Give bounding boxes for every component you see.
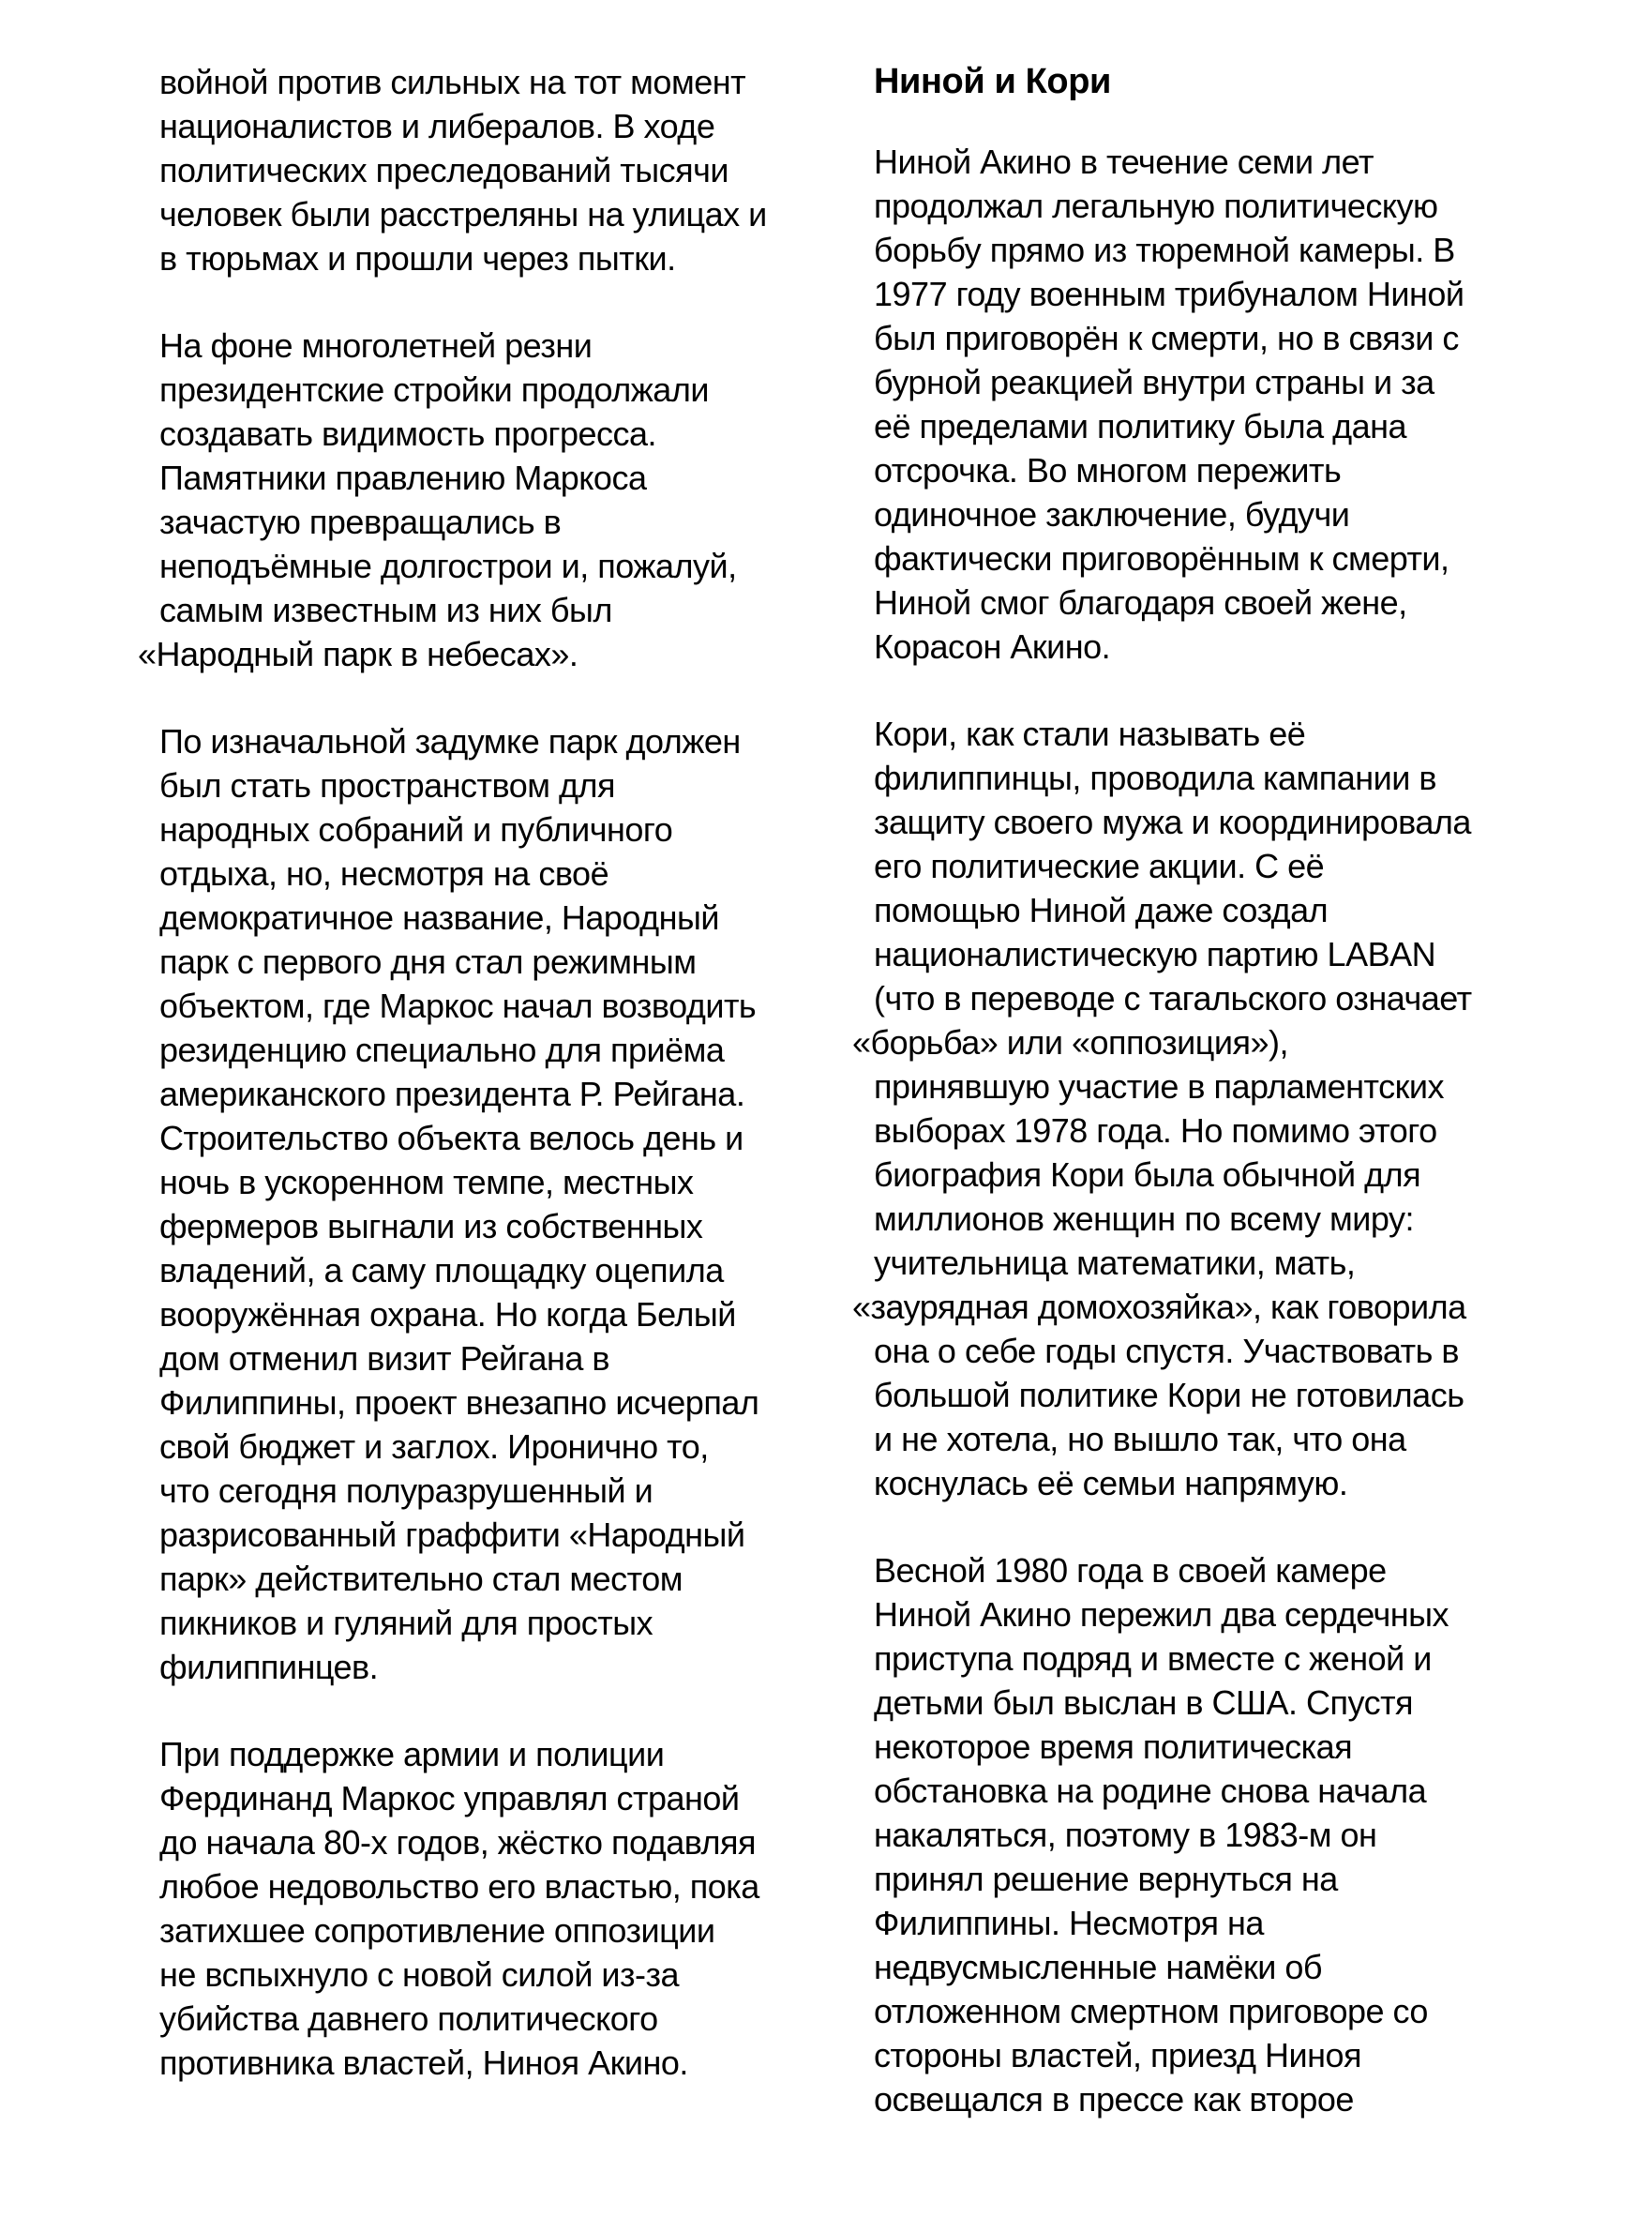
paragraph: [138, 324, 816, 676]
text-line: парк» действительно стал местом: [159, 1560, 683, 1598]
text-line: объектом, где Маркос начал возводить: [159, 987, 757, 1025]
text-line: коснулась её семьи напрямую.: [874, 1464, 1348, 1502]
text-line: до начала 80-х годов, жёстко подавляя: [159, 1823, 757, 1862]
text-line: «борьба» или «оппозиция»),: [852, 1023, 1289, 1062]
text-line: отложенном смертном приговоре со: [874, 1992, 1428, 2030]
text-line: её пределами политику была дана: [874, 407, 1407, 445]
paragraph: [852, 712, 1530, 1505]
text-line: дом отменил визит Рейгана в: [159, 1339, 610, 1378]
text-line: свой бюджет и заглох. Иронично то,: [159, 1427, 709, 1466]
paragraph: [874, 140, 1530, 669]
text-line: Весной 1980 года в своей камере: [874, 1551, 1387, 1590]
text-line: резиденцию специально для приёма: [159, 1031, 725, 1069]
text-line: 1977 году военным трибуналом Ниной: [874, 275, 1464, 313]
text-line: миллионов женщин по всему миру:: [874, 1199, 1415, 1238]
text-line: обстановка на родине снова начала: [874, 1772, 1427, 1810]
text-line: Ниной Акино в течение семи лет: [874, 143, 1374, 181]
paragraph: [159, 1732, 816, 2085]
text-line: фермеров выгнали из собственных: [159, 1207, 703, 1245]
text-line: народных собраний и публичного: [159, 810, 673, 849]
text-line: Памятники правлению Маркоса: [159, 459, 647, 497]
paragraph: [159, 60, 816, 280]
text-line: Ниной Акино пережил два сердечных: [874, 1595, 1449, 1634]
text-line: пикников и гуляний для простых: [159, 1604, 653, 1642]
text-line: самым известным из них был: [159, 591, 612, 629]
text-line: освещался в прессе как второе: [874, 2080, 1354, 2119]
text-line: его политические акции. С её: [874, 847, 1325, 885]
text-line: принявшую участие в парламентских: [874, 1067, 1444, 1106]
text-line: ночь в ускоренном темпе, местных: [159, 1163, 694, 1201]
text-line: политических преследований тысячи: [159, 151, 728, 189]
text-line: вооружённая охрана. Но когда Белый: [159, 1295, 736, 1334]
text-line: недвусмысленные намёки об: [874, 1948, 1323, 1986]
text-line: войной против сильных на тот момент: [159, 63, 746, 101]
text-line: отсрочка. Во многом пережить: [874, 451, 1342, 490]
text-line: фактически приговорённым к смерти,: [874, 539, 1449, 578]
text-line: защиту своего мужа и координировала: [874, 803, 1471, 841]
text-line: затихшее сопротивление оппозиции: [159, 1911, 715, 1950]
text-line: филиппинцы, проводила кампании в: [874, 759, 1437, 797]
text-line: филиппинцев.: [159, 1648, 379, 1686]
text-line: бурной реакцией внутри страны и за: [874, 363, 1434, 401]
text-line: одиночное заключение, будучи: [874, 495, 1350, 534]
text-column-right: [852, 60, 1530, 2232]
text-line: президентские стройки продолжали: [159, 370, 709, 409]
text-line: разрисованный граффити «Народный: [159, 1516, 745, 1554]
text-line: владений, а саму площадку оцепила: [159, 1251, 724, 1289]
text-line: парк с первого дня стал режимным: [159, 943, 697, 981]
text-line: Ниной смог благодаря своей жене,: [874, 583, 1407, 622]
text-line: демократичное название, Народный: [159, 898, 719, 937]
text-line: в тюрьмах и прошли через пытки.: [159, 239, 676, 278]
text-line: националистическую партию LABAN: [874, 935, 1436, 973]
section-heading: Ниной и Кори: [874, 62, 1111, 101]
text-line: некоторое время политическая: [874, 1727, 1353, 1766]
text-line: принял решение вернуться на: [874, 1860, 1338, 1898]
text-line: Кори, как стали называть её: [874, 715, 1306, 753]
text-line: накаляться, поэтому в 1983-м он: [874, 1816, 1377, 1854]
text-line: Корасон Акино.: [874, 627, 1111, 666]
text-line: Строительство объекта велось день и: [159, 1119, 743, 1157]
text-line: был стать пространством для: [159, 766, 615, 805]
text-line: убийства давнего политического: [159, 1999, 658, 2038]
text-line: выборах 1978 года. Но помимо этого: [874, 1111, 1437, 1150]
text-line: зачастую превращались в: [159, 503, 562, 541]
text-line: биография Кори была обычной для: [874, 1155, 1421, 1194]
text-line: (что в переводе с тагальского означает: [874, 979, 1472, 1018]
text-line: она о себе годы спустя. Участвовать в: [874, 1332, 1460, 1370]
text-line: «Народный парк в небесах».: [138, 635, 578, 673]
text-line: приступа подряд и вместе с женой и: [874, 1639, 1432, 1678]
text-line: что сегодня полуразрушенный и: [159, 1471, 653, 1510]
text-line: Филиппины. Несмотря на: [874, 1904, 1264, 1942]
text-line: Филиппины, проект внезапно исчерпал: [159, 1383, 759, 1422]
text-line: человек были расстреляны на улицах и: [159, 195, 767, 234]
text-line: На фоне многолетней резни: [159, 326, 593, 365]
paragraph: [874, 1548, 1530, 2121]
text-line: создавать видимость прогресса.: [159, 415, 657, 453]
text-line: американского президента Р. Рейгана.: [159, 1075, 745, 1113]
text-line: был приговорён к смерти, но в связи с: [874, 319, 1459, 357]
text-line: стороны властей, приезд Ниноя: [874, 2036, 1362, 2074]
text-line: противника властей, Ниноя Акино.: [159, 2043, 688, 2082]
text-line: При поддержке армии и полиции: [159, 1735, 665, 1773]
paragraph: [159, 719, 816, 1689]
text-line: По изначальной задумке парк должен: [159, 722, 741, 761]
text-line: неподъёмные долгострои и, пожалуй,: [159, 547, 737, 585]
text-line: учительница математики, мать,: [874, 1244, 1356, 1282]
text-line: националистов и либералов. В ходе: [159, 107, 715, 145]
text-line: продолжал легальную политическую: [874, 187, 1438, 225]
text-line: помощью Ниной даже создал: [874, 891, 1329, 929]
text-line: любое недовольство его властью, пока: [159, 1867, 759, 1906]
text-line: большой политике Кори не готовилась: [874, 1376, 1464, 1414]
text-line: не вспыхнуло с новой силой из-за: [159, 1955, 680, 1994]
text-line: отдыха, но, несмотря на своё: [159, 854, 609, 893]
text-line: борьбу прямо из тюремной камеры. В: [874, 231, 1455, 269]
text-column-left: [138, 60, 816, 2232]
text-line: «заурядная домохозяйка», как говорила: [852, 1288, 1466, 1326]
text-line: детьми был выслан в США. Спустя: [874, 1683, 1414, 1722]
text-line: и не хотела, но вышло так, что она: [874, 1420, 1406, 1458]
text-line: Фердинанд Маркос управлял страной: [159, 1779, 740, 1817]
